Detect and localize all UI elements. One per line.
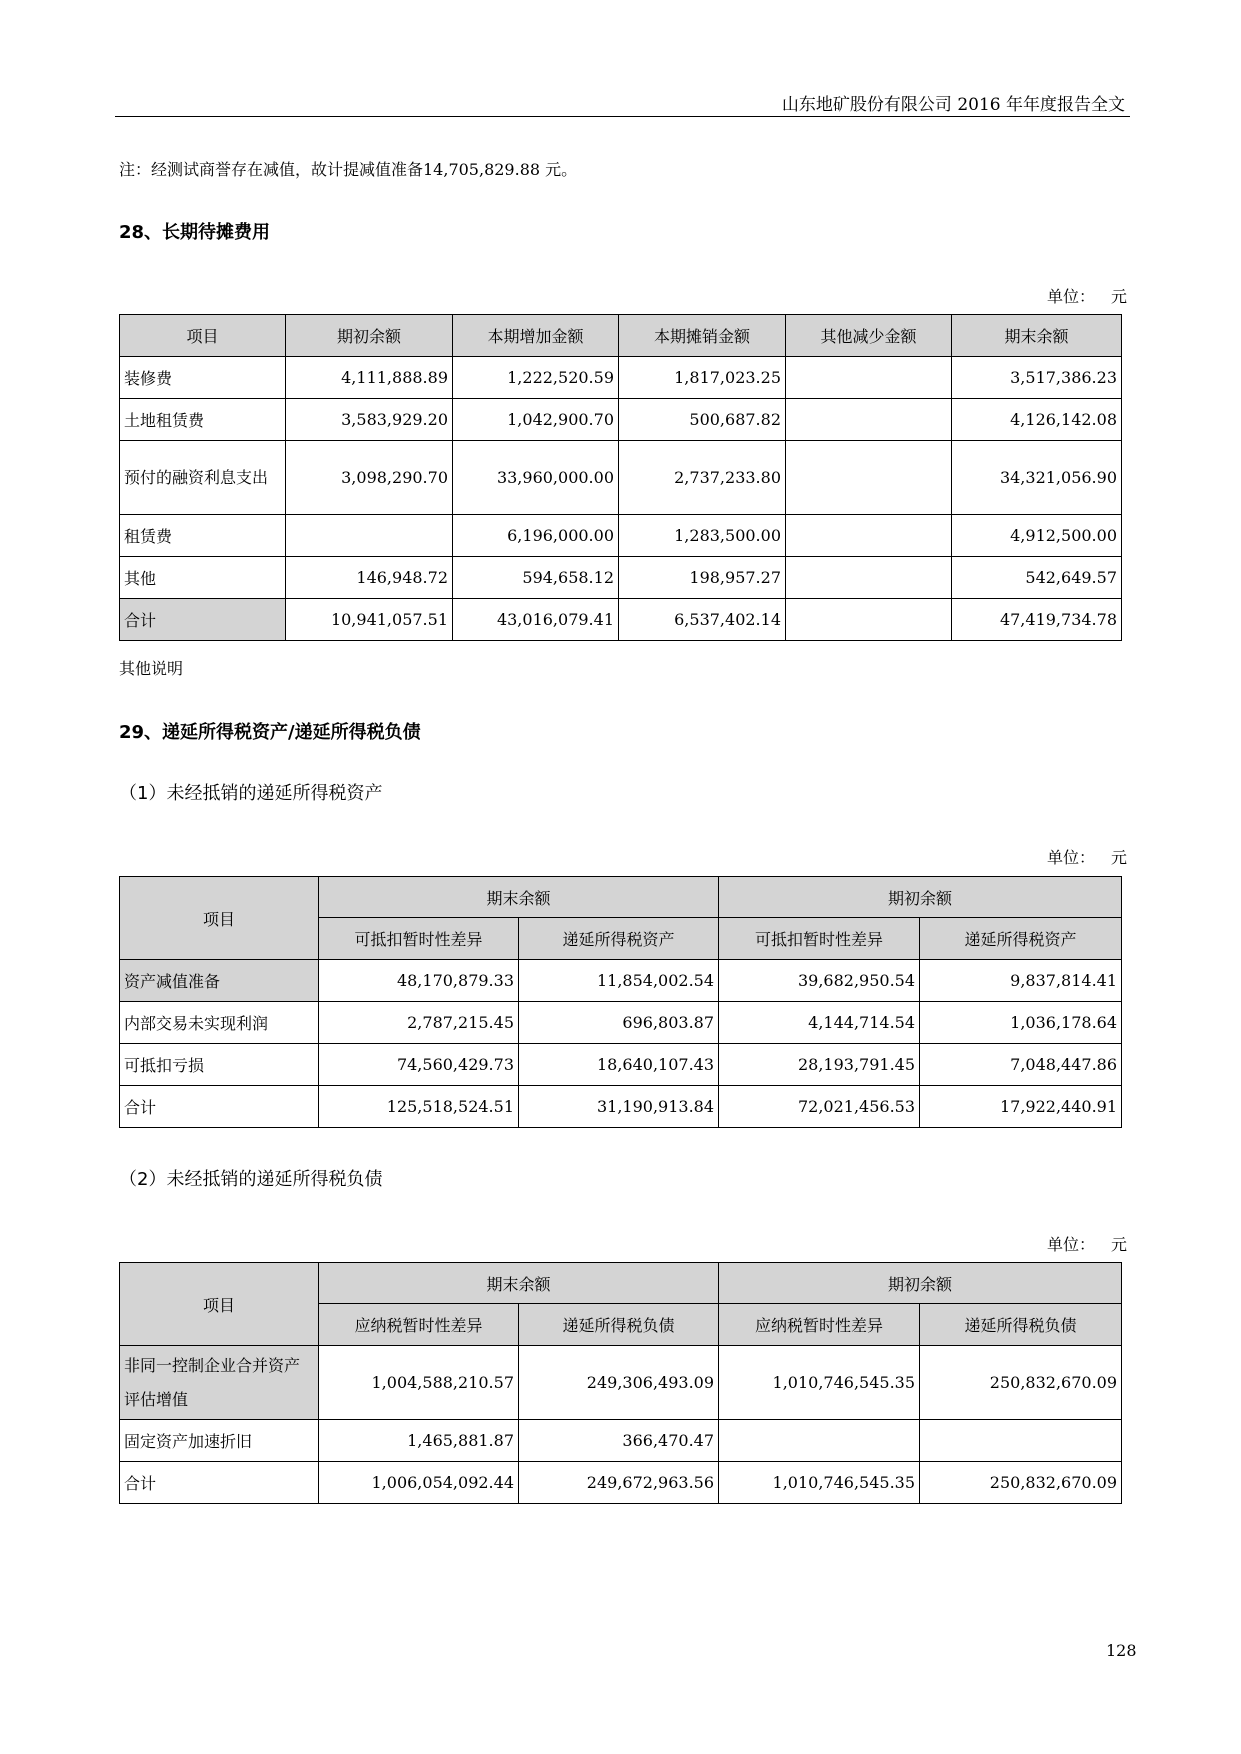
cell: 3,517,386.23 bbox=[952, 357, 1122, 399]
cell bbox=[786, 357, 952, 399]
table-row bbox=[120, 441, 1122, 515]
long-term-prepaid-table bbox=[119, 314, 1122, 641]
cell bbox=[786, 557, 952, 599]
cell: 1,042,900.70 bbox=[453, 399, 619, 441]
cell: 74,560,429.73 bbox=[319, 1044, 519, 1086]
col-deductible-diff-end: 可抵扣暂时性差异 bbox=[319, 918, 519, 960]
group-begin-balance: 期初余额 bbox=[719, 877, 1122, 918]
row-label: 内部交易未实现利润 bbox=[120, 1002, 319, 1044]
table-row bbox=[120, 1044, 1122, 1086]
cell: 6,196,000.00 bbox=[453, 515, 619, 557]
unit-label: 单位： bbox=[1047, 287, 1096, 306]
row-label: 非同一控制企业合并资产评估增值 bbox=[120, 1346, 319, 1420]
table-header-row bbox=[120, 877, 1122, 918]
cell: 4,111,888.89 bbox=[286, 357, 453, 399]
cell: 18,640,107.43 bbox=[519, 1044, 719, 1086]
cell: 250,832,670.09 bbox=[920, 1462, 1122, 1504]
cell bbox=[920, 1420, 1122, 1462]
unit-label-29-2 bbox=[1047, 1232, 1127, 1255]
goodwill-note: 注：经测试商誉存在减值，故计提减值准备14,705,829.88 元。 bbox=[119, 160, 578, 179]
col-end-balance: 期末余额 bbox=[952, 315, 1122, 357]
cell: 366,470.47 bbox=[519, 1420, 719, 1462]
cell: 2,787,215.45 bbox=[319, 1002, 519, 1044]
cell: 1,006,054,092.44 bbox=[319, 1462, 519, 1504]
cell: 6,537,402.14 bbox=[619, 599, 786, 641]
cell: 1,010,746,545.35 bbox=[719, 1346, 920, 1420]
col-begin-balance: 期初余额 bbox=[286, 315, 453, 357]
cell: 1,010,746,545.35 bbox=[719, 1462, 920, 1504]
unit-label: 单位： bbox=[1047, 848, 1096, 867]
cell: 34,321,056.90 bbox=[952, 441, 1122, 515]
row-label: 资产减值准备 bbox=[120, 960, 319, 1002]
cell: 250,832,670.09 bbox=[920, 1346, 1122, 1420]
table-row bbox=[120, 1002, 1122, 1044]
cell: 249,672,963.56 bbox=[519, 1462, 719, 1504]
section-28-title: 28、长期待摊费用 bbox=[119, 222, 271, 243]
cell: 594,658.12 bbox=[453, 557, 619, 599]
cell: 39,682,950.54 bbox=[719, 960, 920, 1002]
subsection-2-title: （2）未经抵销的递延所得税负债 bbox=[119, 1169, 383, 1190]
other-note-label: 其他说明 bbox=[119, 659, 184, 678]
col-dtl-begin: 递延所得税负债 bbox=[920, 1304, 1122, 1346]
row-label: 可抵扣亏损 bbox=[120, 1044, 319, 1086]
unit-label-29-1 bbox=[1047, 845, 1127, 868]
row-label: 预付的融资利息支出 bbox=[120, 441, 286, 515]
cell: 47,419,734.78 bbox=[952, 599, 1122, 641]
col-amortization: 本期摊销金额 bbox=[619, 315, 786, 357]
cell: 198,957.27 bbox=[619, 557, 786, 599]
col-taxable-diff-begin: 应纳税暂时性差异 bbox=[719, 1304, 920, 1346]
page-header bbox=[115, 88, 1130, 117]
row-label: 土地租赁费 bbox=[120, 399, 286, 441]
col-dtl-end: 递延所得税负债 bbox=[519, 1304, 719, 1346]
table-row bbox=[120, 357, 1122, 399]
cell: 72,021,456.53 bbox=[719, 1086, 920, 1128]
cell: 249,306,493.09 bbox=[519, 1346, 719, 1420]
cell: 1,283,500.00 bbox=[619, 515, 786, 557]
total-label: 合计 bbox=[120, 599, 286, 641]
cell: 125,518,524.51 bbox=[319, 1086, 519, 1128]
cell bbox=[719, 1420, 920, 1462]
section-29-title: 29、递延所得税资产/递延所得税负债 bbox=[119, 722, 421, 743]
cell: 31,190,913.84 bbox=[519, 1086, 719, 1128]
page-number: 128 bbox=[1106, 1641, 1137, 1660]
group-end-balance: 期末余额 bbox=[319, 1263, 719, 1304]
cell: 1,465,881.87 bbox=[319, 1420, 519, 1462]
deferred-tax-assets-table bbox=[119, 876, 1122, 1128]
cell: 11,854,002.54 bbox=[519, 960, 719, 1002]
cell: 33,960,000.00 bbox=[453, 441, 619, 515]
total-row bbox=[120, 599, 1122, 641]
table-row bbox=[120, 1346, 1122, 1420]
cell: 3,098,290.70 bbox=[286, 441, 453, 515]
total-label: 合计 bbox=[120, 1086, 319, 1128]
cell: 9,837,814.41 bbox=[920, 960, 1122, 1002]
cell: 1,817,023.25 bbox=[619, 357, 786, 399]
table-row bbox=[120, 515, 1122, 557]
col-increase: 本期增加金额 bbox=[453, 315, 619, 357]
col-item: 项目 bbox=[120, 315, 286, 357]
cell bbox=[786, 599, 952, 641]
total-label: 合计 bbox=[120, 1462, 319, 1504]
col-taxable-diff-end: 应纳税暂时性差异 bbox=[319, 1304, 519, 1346]
group-begin-balance: 期初余额 bbox=[719, 1263, 1122, 1304]
col-dta-end: 递延所得税资产 bbox=[519, 918, 719, 960]
table-row bbox=[120, 557, 1122, 599]
unit-value: 元 bbox=[1111, 1235, 1128, 1254]
unit-value: 元 bbox=[1111, 848, 1128, 867]
cell bbox=[286, 515, 453, 557]
table-header-row bbox=[120, 315, 1122, 357]
cell: 43,016,079.41 bbox=[453, 599, 619, 641]
cell: 696,803.87 bbox=[519, 1002, 719, 1044]
subsection-1-title: （1）未经抵销的递延所得税资产 bbox=[119, 783, 383, 804]
cell: 48,170,879.33 bbox=[319, 960, 519, 1002]
group-end-balance: 期末余额 bbox=[319, 877, 719, 918]
cell: 2,737,233.80 bbox=[619, 441, 786, 515]
deferred-tax-liabilities-table bbox=[119, 1262, 1122, 1504]
cell: 4,144,714.54 bbox=[719, 1002, 920, 1044]
row-label: 租赁费 bbox=[120, 515, 286, 557]
cell: 542,649.57 bbox=[952, 557, 1122, 599]
row-label: 装修费 bbox=[120, 357, 286, 399]
cell: 28,193,791.45 bbox=[719, 1044, 920, 1086]
cell: 10,941,057.51 bbox=[286, 599, 453, 641]
cell: 4,126,142.08 bbox=[952, 399, 1122, 441]
header-title: 山东地矿股份有限公司 2016 年年度报告全文 bbox=[781, 95, 1125, 115]
row-label: 其他 bbox=[120, 557, 286, 599]
table-row bbox=[120, 1420, 1122, 1462]
cell: 7,048,447.86 bbox=[920, 1044, 1122, 1086]
col-other-decrease: 其他减少金额 bbox=[786, 315, 952, 357]
table-header-row bbox=[120, 1263, 1122, 1304]
table-row bbox=[120, 399, 1122, 441]
cell bbox=[786, 399, 952, 441]
row-label: 固定资产加速折旧 bbox=[120, 1420, 319, 1462]
cell: 17,922,440.91 bbox=[920, 1086, 1122, 1128]
table-row bbox=[120, 960, 1122, 1002]
col-item: 项目 bbox=[120, 877, 319, 960]
cell: 1,004,588,210.57 bbox=[319, 1346, 519, 1420]
cell: 500,687.82 bbox=[619, 399, 786, 441]
cell bbox=[786, 515, 952, 557]
unit-label-28 bbox=[1047, 284, 1127, 307]
col-item: 项目 bbox=[120, 1263, 319, 1346]
total-row bbox=[120, 1086, 1122, 1128]
cell: 1,036,178.64 bbox=[920, 1002, 1122, 1044]
cell: 1,222,520.59 bbox=[453, 357, 619, 399]
total-row bbox=[120, 1462, 1122, 1504]
unit-value: 元 bbox=[1111, 287, 1128, 306]
cell: 3,583,929.20 bbox=[286, 399, 453, 441]
col-deductible-diff-begin: 可抵扣暂时性差异 bbox=[719, 918, 920, 960]
cell: 4,912,500.00 bbox=[952, 515, 1122, 557]
unit-label: 单位： bbox=[1047, 1235, 1096, 1254]
col-dta-begin: 递延所得税资产 bbox=[920, 918, 1122, 960]
cell: 146,948.72 bbox=[286, 557, 453, 599]
cell bbox=[786, 441, 952, 515]
